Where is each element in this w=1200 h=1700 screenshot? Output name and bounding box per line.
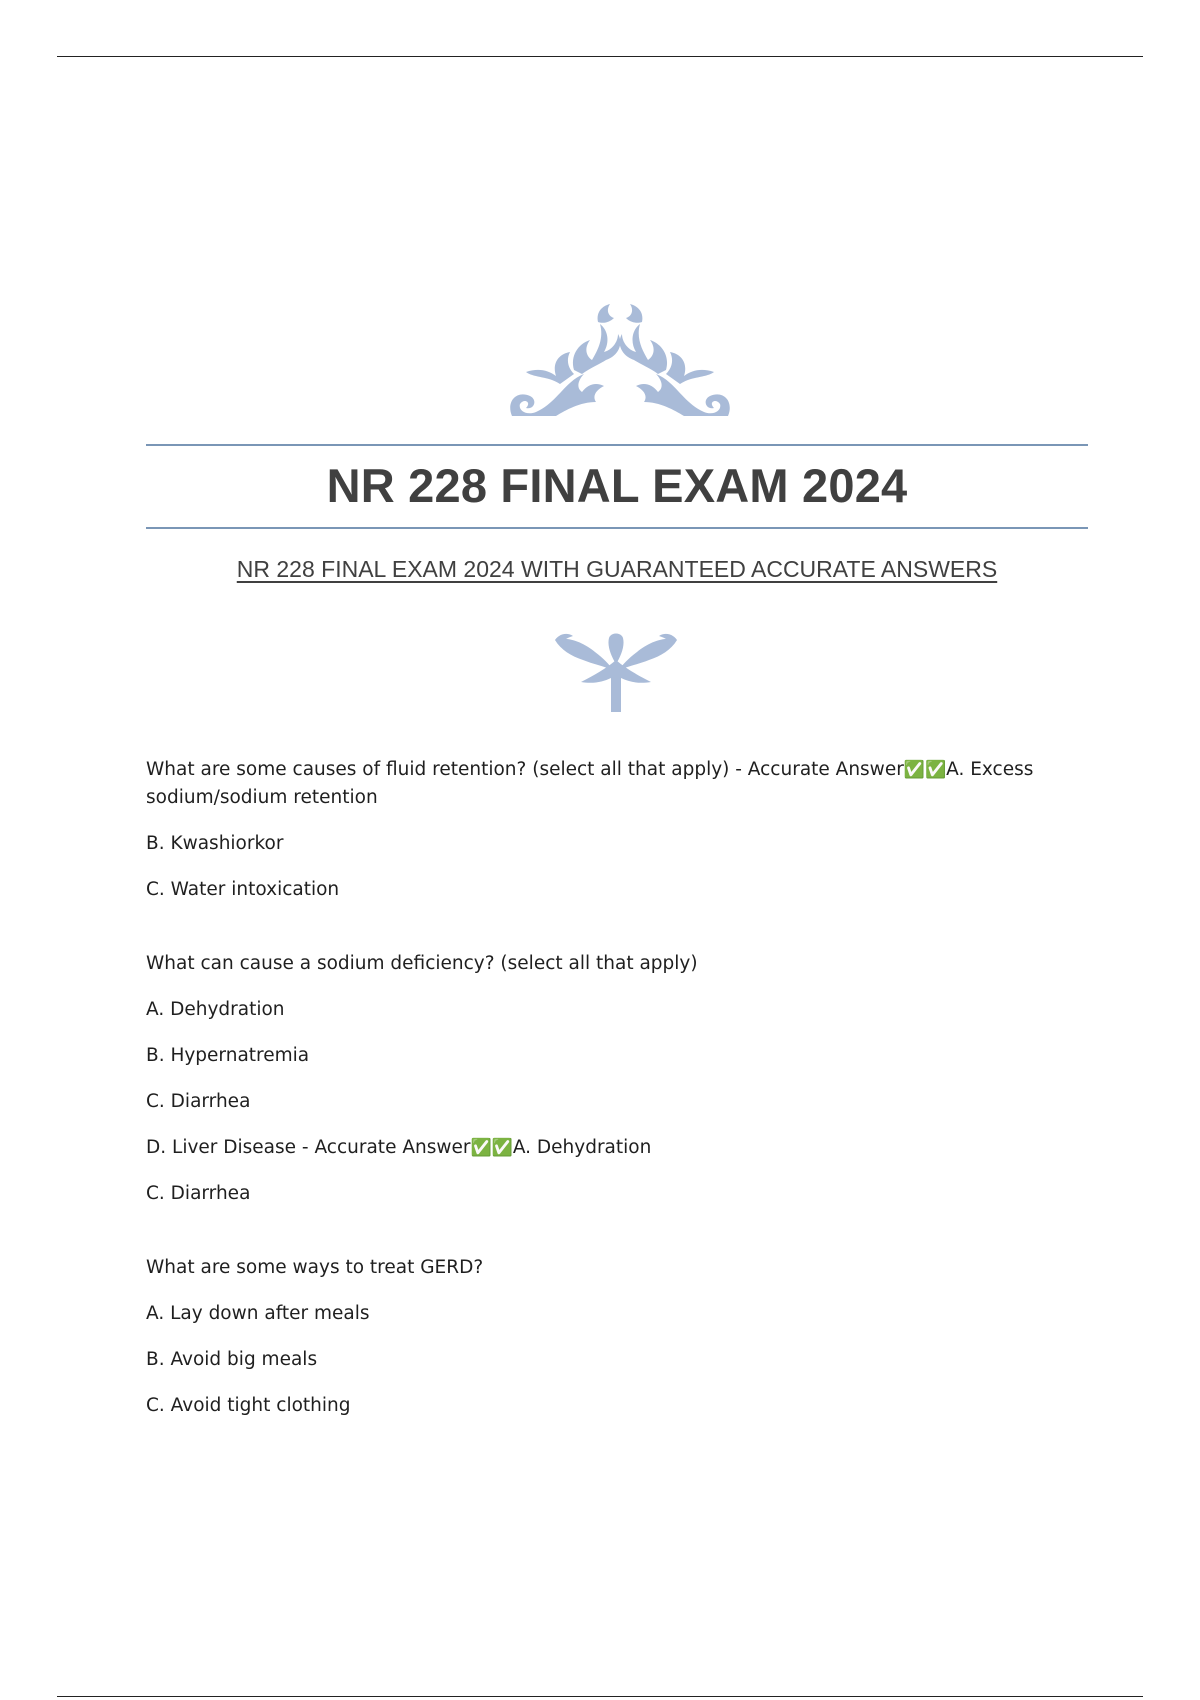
- question-2-option: A. Dehydration: [146, 999, 285, 1020]
- fleur-ornament-icon: [553, 630, 679, 712]
- document-title: NR 228 FINAL EXAM 2024: [326, 459, 908, 512]
- question-3-option: C. Avoid tight clothing: [146, 1395, 351, 1416]
- question-2-option: B. Hypernatremia: [146, 1045, 310, 1066]
- title-top-rule: [146, 444, 1088, 446]
- question-1-text: What are some causes of fluid retention? (select all that apply) - Accurate Answer✅✅A. Excess sodium/sodium retention: [146, 759, 1034, 808]
- question-3-option: A. Lay down after meals: [146, 1303, 370, 1324]
- floral-scroll-icon: [500, 298, 740, 428]
- question-2-answer: D. Liver Disease - Accurate Answer✅✅A. Dehydration: [146, 1137, 652, 1158]
- question-3-text: What are some ways to treat GERD?: [146, 1257, 484, 1278]
- question-2-text: What can cause a sodium deficiency? (select all that apply): [146, 953, 698, 974]
- title-bottom-rule: [146, 527, 1088, 529]
- question-3-option: B. Avoid big meals: [146, 1349, 318, 1370]
- subtitle-text: NR 228 FINAL EXAM 2024 WITH GUARANTEED ACCURATE ANSWERS: [236, 556, 998, 582]
- question-2-option: C. Diarrhea: [146, 1183, 251, 1204]
- question-1-option: B. Kwashiorkor: [146, 833, 284, 854]
- page-top-rule: [57, 56, 1143, 57]
- question-2-option: C. Diarrhea: [146, 1091, 251, 1112]
- check-mark-icon: ✅✅: [903, 760, 947, 780]
- page-bottom-rule: [57, 1696, 1143, 1697]
- question-content: [146, 756, 1046, 1438]
- document-subtitle: [146, 554, 1088, 584]
- check-mark-icon: ✅✅: [470, 1138, 513, 1158]
- question-1-option: C. Water intoxication: [146, 879, 340, 900]
